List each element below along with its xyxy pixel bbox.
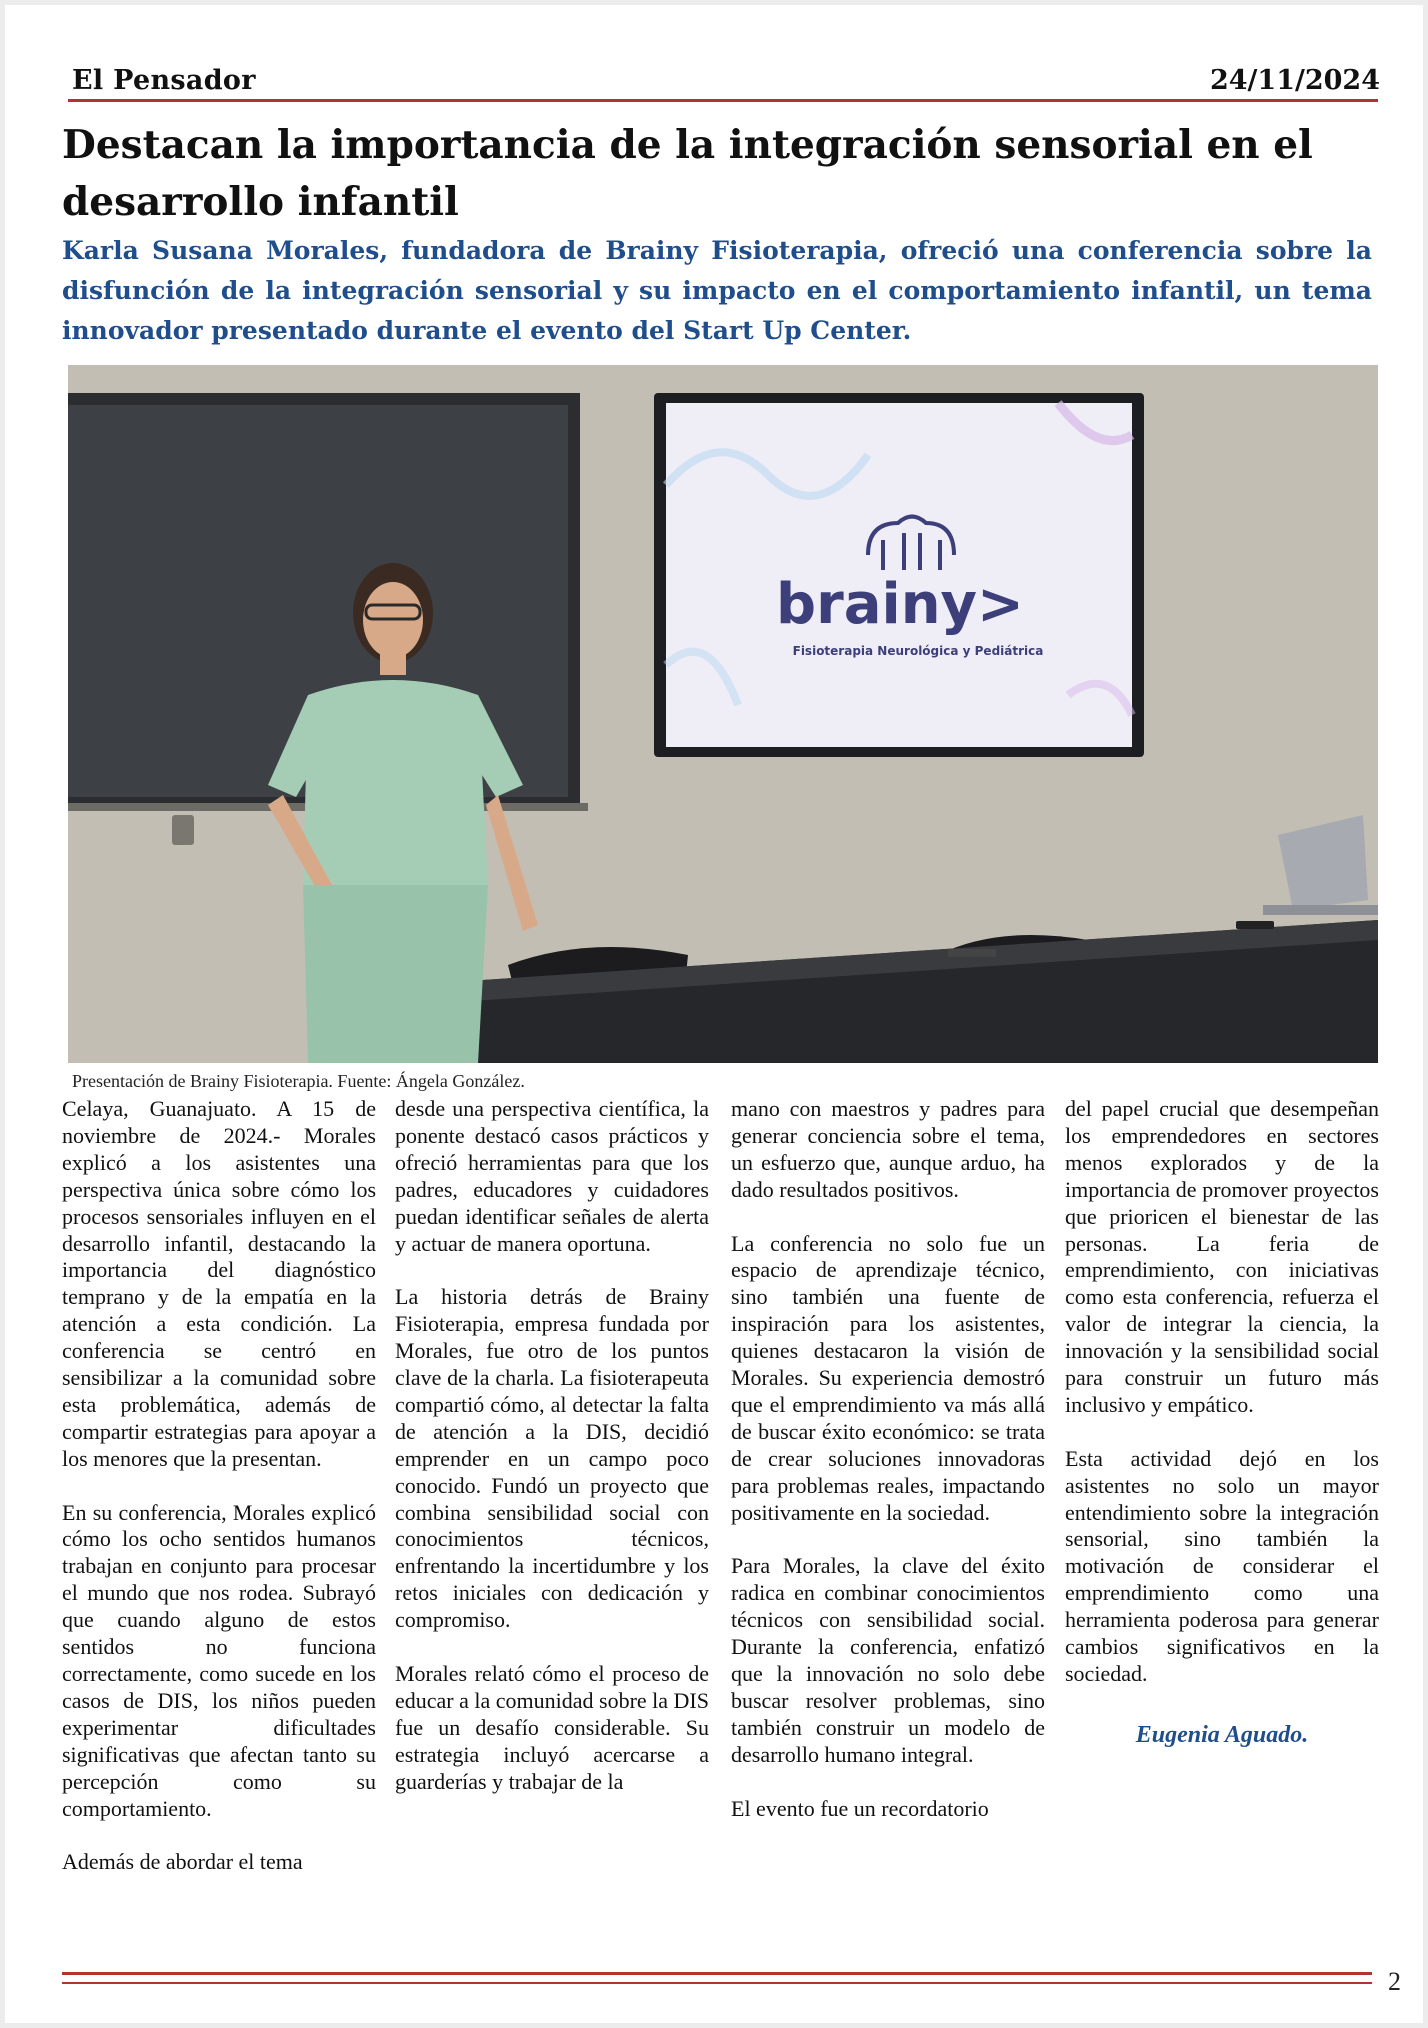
footer-rule [62,1972,1372,1975]
newspaper-page [5,5,1423,2023]
article-column-4 [1065,1096,1379,1749]
paragraph: Celaya, Guanajuato. A 15 de noviembre de 2024.- Morales explicó a los asistentes una perspectiva única sobre cómo los procesos sensoriales influyen en el desarrollo infantil, destacando la importancia del diagnóstico temprano y de la empatía en la atención a esta condición. La conferencia se centró en sensibilizar a la comunidad sobre esta problemática, además de compartir estrategias para apoyar a los menores que la presentan. [62,1096,376,1471]
footer-rule-thin [62,1982,1372,1984]
screen-tagline-text: Fisioterapia Neurológica y Pediátrica [792,644,1044,658]
paragraph: En su conferencia, Morales explicó cómo los ocho sentidos humanos trabajan en conjunto para procesar el mundo que nos rodea. Subrayó que cuando alguno de estos sentidos no funciona correctamente, como sucede en los casos de DIS, los niños pueden experimentar dificultades significativas que afectan tanto su percepción como su comportamiento. [62,1499,376,1821]
article-column-3 [731,1096,1045,1822]
paragraph: del papel crucial que desempeñan los emprendedores en sectores menos explorados y de la importancia de promover proyectos que prioricen el bienestar de las personas. La feria de emprendimiento, con iniciativas como esta conferencia, refuerza el valor de integrar la ciencia, la innovación y la sensibilidad social para construir un futuro más inclusivo y empático. [1065,1096,1379,1417]
article-headline: Destacan la importancia de la integración sensorial en el desarrollo infantil [62,122,1313,225]
masthead [68,61,1380,101]
paragraph: Para Morales, la clave del éxito radica en combinar conocimientos técnicos con sensibilidad social. Durante la conferencia, enfatizó que la innovación no solo debe buscar resolver problemas, sino también construir un modelo de desarrollo humano integral. [731,1553,1045,1767]
header-rule [68,99,1378,102]
article-column-2 [395,1096,709,1796]
paragraph: La historia detrás de Brainy Fisioterapia, empresa fundada por Morales, fue otro de los puntos clave de la charla. La fisioterapeuta compartió cómo, al detectar la falta de atención a la DIS, decidió emprender en un campo poco conocido. Fundó un proyecto que combina sensibilidad social con conocimientos técnicos, enfrentando la incertidumbre y los retos iniciales con dedicación y compromiso. [395,1284,709,1633]
paragraph: Esta actividad dejó en los asistentes no solo un mayor entendimiento sobre la integración sensorial, sino también la motivación de considerar el emprendimiento como una herramienta poderosa para generar cambios significativos en la sociedad. [1065,1445,1379,1687]
paragraph: Morales relató cómo el proceso de educar a la comunidad sobre la DIS fue un desafío considerable. Su estrategia incluyó acercarse a guarderías y trabajar de la [395,1661,709,1794]
paragraph: mano con maestros y padres para generar conciencia sobre el tema, un esfuerzo que, aunque arduo, ha dado resultados positivos. [731,1096,1045,1202]
article-column-1 [62,1096,376,1876]
photo-caption: Presentación de Brainy Fisioterapia. Fuente: Ángela González. [72,1071,525,1091]
article-subhead: Karla Susana Morales, fundadora de Brainy Fisioterapia, ofreció una conferencia sobre la disfunción de la integración sensorial y su impacto en el comportamiento infantil, un tema innovador presentado durante el evento del Start Up Center. [62,236,1372,345]
publication-date: 24/11/2024 [1209,65,1380,96]
paragraph: La conferencia no solo fue un espacio de aprendizaje técnico, sino también una fuente de inspiración para los asistentes, quienes destacaron la visión de Morales. Su experiencia demostró que el emprendimiento va más allá de buscar éxito económico: se trata de crear soluciones innovadoras para problemas reales, impactando positivamente en la sociedad. [731,1230,1045,1525]
screen-logo-text: brainy> [776,572,1024,637]
article-author: Eugenia Aguado. [1135,1721,1309,1748]
paragraph: El evento fue un recordatorio [731,1795,989,1821]
paragraph: Además de abordar el tema [62,1849,303,1875]
paragraph: desde una perspectiva científica, la ponente destacó casos prácticos y ofreció herramientas para que los padres, educadores y cuidadores puedan identificar señales de alerta y actuar de manera oportuna. [395,1096,709,1256]
article-photo [68,365,1378,1063]
page-number: 2 [1388,1967,1401,1996]
publication-name: El Pensador [72,65,256,96]
